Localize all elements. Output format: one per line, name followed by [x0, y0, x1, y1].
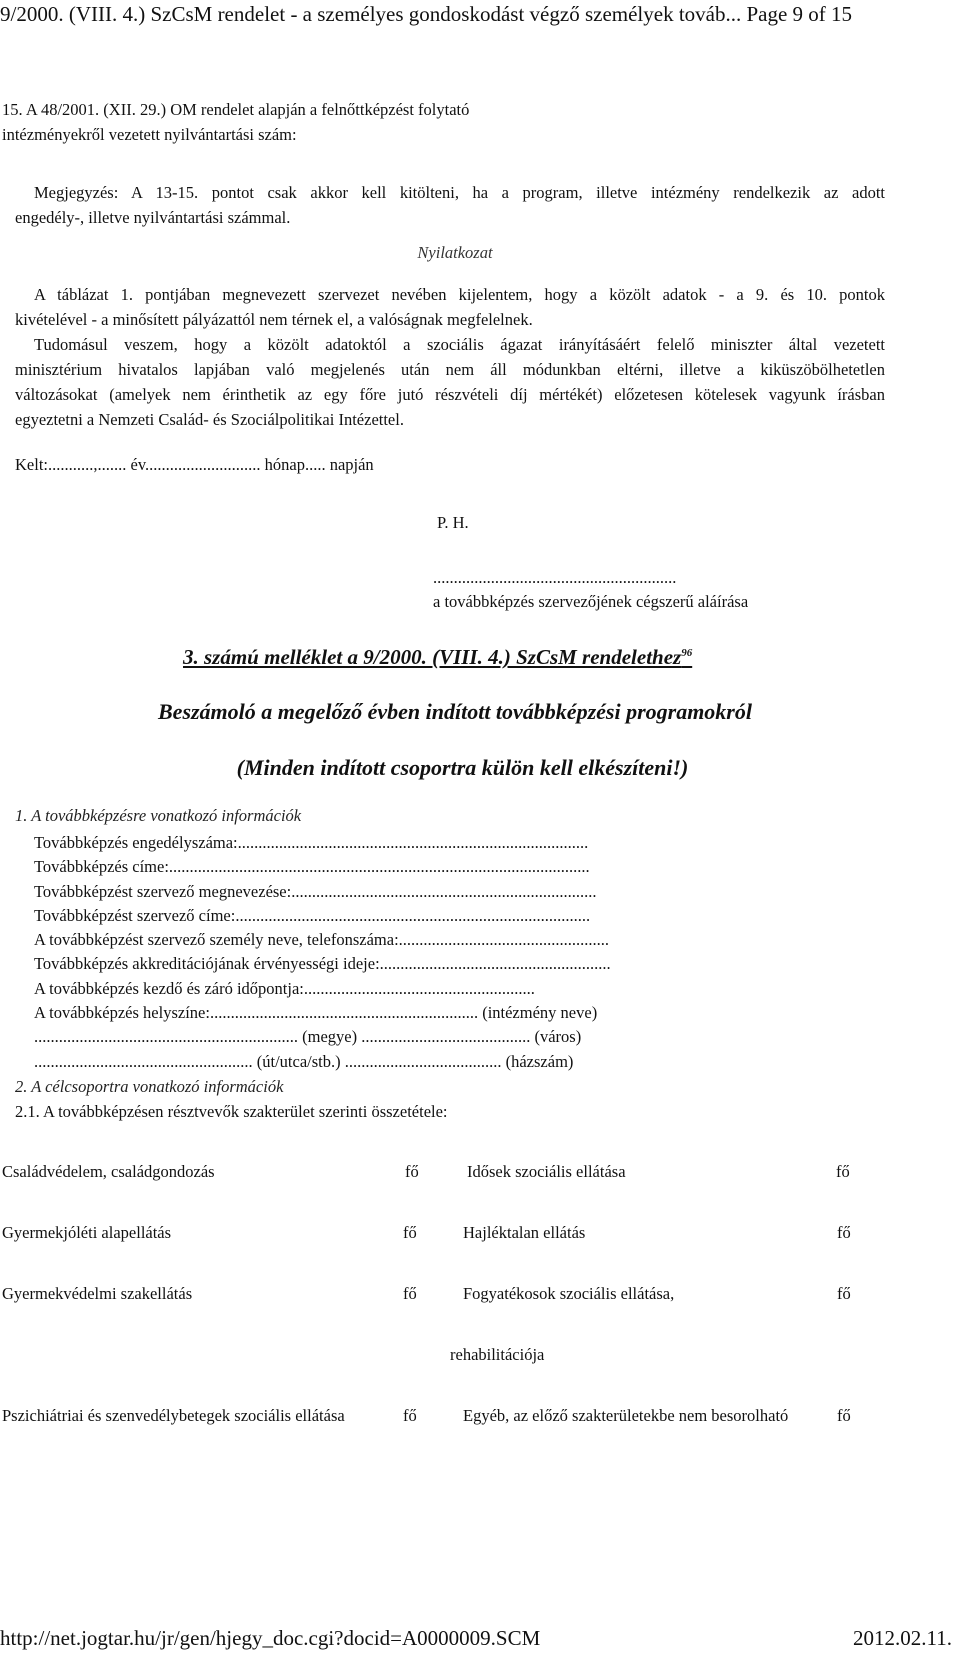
declaration-p2-line1: Tudomásul veszem, hogy a közölt adatoktól a szociális ágazat irányításáért felelő miniszter által vezetett — [34, 335, 885, 354]
section-2-title: 2. A célcsoportra vonatkozó információk — [15, 1077, 284, 1096]
section-1-title: 1. A továbbképzésre vonatkozó információk — [15, 806, 302, 825]
annex-title — [183, 645, 692, 670]
declaration-p2-line4: egyeztetni a Nemzeti Család- és Szociálpolitikai Intézettel. — [15, 410, 404, 429]
composition-unit: fő — [837, 1406, 851, 1425]
note-paragraph — [15, 180, 885, 230]
date-line: Kelt:...........,....... év............................ hónap..... napján — [15, 455, 374, 474]
composition-unit: fő — [836, 1162, 850, 1181]
field-akkreditacio: Továbbképzés akkreditációjának érvényességi ideje:........................................................ — [34, 954, 611, 974]
field-szervezo-megnevezese: Továbbképzést szervező megnevezése:.......................................................................... — [34, 881, 597, 901]
field-megye-varos: ................................................................ (megye) ......................................... (város) — [34, 1027, 582, 1047]
item-15-line1: 15. A 48/2001. (XII. 29.) OM rendelet alapján a felnőttképzést folytató — [2, 100, 470, 119]
declaration-p1-line2: kivételével - a minősített pályázattól nem térnek el, a valóságnak megfelelnek. — [15, 310, 533, 329]
stamp-placeholder: P. H. — [437, 513, 469, 532]
annex-note: (Minden indított csoportra külön kell elkészíteni!) — [236, 755, 689, 780]
field-helyszin: A továbbképzés helyszíne:................................................................. (intézmény neve) — [34, 1003, 598, 1023]
composition-left-label: Családvédelem, családgondozás — [2, 1162, 215, 1181]
composition-unit: fő — [403, 1284, 417, 1303]
section-1-fields — [34, 831, 611, 1074]
composition-unit: fő — [837, 1223, 851, 1242]
page-header: 9/2000. (VIII. 4.) SzCsM rendelet - a személyes gondoskodást végző személyek továb... Page 9 of 15 — [0, 2, 853, 26]
composition-unit: fő — [403, 1406, 417, 1425]
note-line2: engedély-, illetve nyilvántartási számmal. — [15, 208, 291, 227]
field-cim: Továbbképzés címe:...................................................................................................... — [34, 857, 590, 877]
composition-left-label: Gyermekjóléti alapellátás — [2, 1223, 172, 1242]
composition-right-label: Egyéb, az előző szakterületekbe nem besorolható — [463, 1406, 789, 1425]
field-utca-hazszam: ..................................................... (út/utca/stb.) ...................................... (házszám) — [34, 1051, 574, 1071]
footer-url[interactable]: http://net.jogtar.hu/jr/gen/hjegy_doc.cgi?docid=A0000009.SCM — [0, 1626, 541, 1650]
declaration-p2-line3: változásokat (amelyek nem érinthetik az egy főre jutó részvételi díj mértékét) előzetesen kötelesek vagyunk írásban — [15, 385, 885, 404]
section-2-sub: 2.1. A továbbképzésen résztvevők szakterület szerinti összetétele: — [15, 1102, 448, 1121]
composition-right-label: Hajléktalan ellátás — [463, 1223, 586, 1242]
composition-unit: fő — [405, 1162, 419, 1181]
declaration-p2-line2: minisztérium hivatalos lapjában való megjelenés után nem áll módunkban eltérni, illetve a kiküszöbölhetetlen — [15, 360, 885, 379]
item-15-line2: intézményekről vezetett nyilvántartási szám: — [2, 125, 297, 144]
footer-date: 2012.02.11. — [853, 1626, 952, 1650]
field-engedelyszam: Továbbképzés engedélyszáma:..................................................................................... — [34, 833, 589, 852]
signature-dots: ........................................................... — [433, 568, 677, 587]
nyilatkozat-title: Nyilatkozat — [417, 243, 493, 262]
item-15 — [2, 97, 469, 147]
field-szervezo-szemely: A továbbképzést szervező személy neve, telefonszáma:................................................... — [34, 930, 610, 950]
footnote-marker[interactable]: 96 — [681, 647, 693, 659]
composition-left-label: Gyermekvédelmi szakellátás — [2, 1284, 193, 1303]
composition-unit: fő — [403, 1223, 417, 1242]
composition-left-label: Pszichiátriai és szenvedélybetegek szociális ellátása — [2, 1406, 345, 1425]
field-szervezo-cime: Továbbképzést szervező címe:...................................................................................... — [34, 905, 591, 925]
field-idopont: A továbbképzés kezdő és záró időpontja:........................................................ — [34, 978, 535, 998]
annex-title-text: 3. számú melléklet a 9/2000. (VIII. 4.) SzCsM rendelethez — [183, 645, 682, 669]
composition-right-label: Idősek szociális ellátása — [467, 1162, 626, 1181]
composition-unit: fő — [837, 1284, 851, 1303]
composition-continuation: rehabilitációja — [450, 1345, 545, 1364]
note-line1: Megjegyzés: A 13-15. pontot csak akkor kell kitölteni, ha a program, illetve intézmény rendelkezik az adott — [34, 183, 885, 202]
annex-subtitle: Beszámoló a megelőző évben indított továbbképzési programokról — [158, 699, 752, 724]
composition-right-label: Fogyatékosok szociális ellátása, — [463, 1284, 675, 1303]
declaration-text — [15, 282, 885, 432]
signature-caption: a továbbképzés szervezőjének cégszerű aláírása — [433, 592, 749, 611]
declaration-p1-line1: A táblázat 1. pontjában megnevezett szervezet nevében kijelentem, hogy a közölt adatok - a 9. és 10. pontok — [34, 285, 885, 304]
